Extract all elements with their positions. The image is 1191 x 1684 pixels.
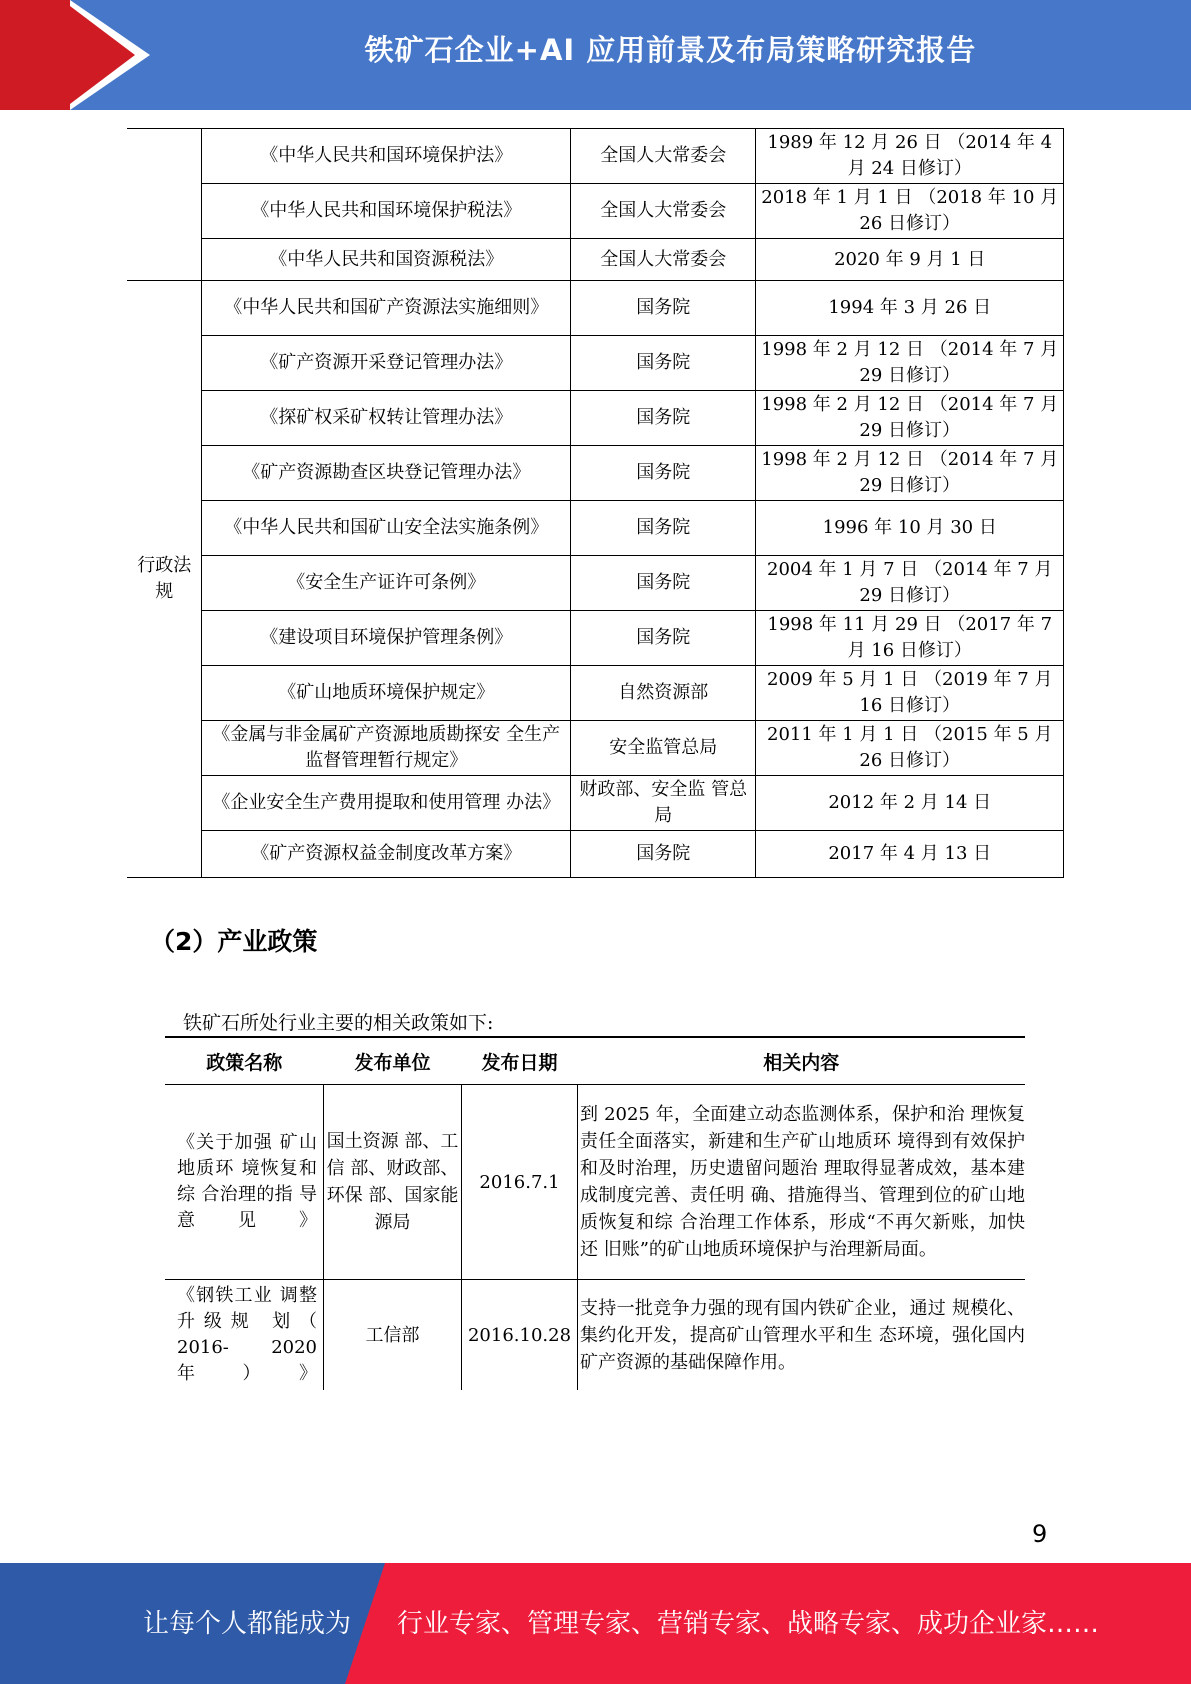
page-footer	[0, 1563, 1191, 1684]
section-heading: （2）产业政策	[150, 927, 318, 956]
column-header: 发布日期	[462, 1037, 578, 1085]
table-row	[127, 391, 1064, 446]
table-row	[165, 1280, 1025, 1391]
policy-table	[165, 1036, 1025, 1390]
table-row	[127, 336, 1064, 391]
law-org: 安全监管总局	[571, 721, 756, 776]
law-date: 2017 年 4 月 13 日	[756, 831, 1064, 878]
law-org: 国务院	[571, 611, 756, 666]
law-name: 《矿产资源权益金制度改革方案》	[202, 831, 571, 878]
law-name: 《中华人民共和国环境保护税法》	[202, 184, 571, 239]
law-name: 《企业安全生产费用提取和使用管理 办法》	[202, 776, 571, 831]
footer-slogan-left: 让每个人都能成为	[143, 1609, 352, 1639]
law-date: 1998 年 2 月 12 日 （2014 年 7 月 29 日修订）	[756, 336, 1064, 391]
law-name: 《中华人民共和国矿产资源法实施细则》	[202, 281, 571, 336]
law-date: 2004 年 1 月 7 日 （2014 年 7 月 29 日修订）	[756, 556, 1064, 611]
table-row	[127, 446, 1064, 501]
header-accent	[0, 0, 70, 110]
policy-content: 支持一批竞争力强的现有国内铁矿企业，通过 规模化、集约化开发，提高矿山管理水平和生 态环境，强化国内矿产资源的基础保障作用。	[578, 1280, 1026, 1391]
report-title: 铁矿石企业+AI 应用前景及布局策略研究报告	[364, 33, 977, 67]
law-org: 国务院	[571, 391, 756, 446]
law-org: 国务院	[571, 556, 756, 611]
policy-date: 2016.10.28	[462, 1280, 578, 1391]
law-name: 《安全生产证许可条例》	[202, 556, 571, 611]
law-org: 国务院	[571, 281, 756, 336]
law-date: 2018 年 1 月 1 日 （2018 年 10 月 26 日修订）	[756, 184, 1064, 239]
law-name: 《矿山地质环境保护规定》	[202, 666, 571, 721]
law-org: 国务院	[571, 446, 756, 501]
law-org: 国务院	[571, 501, 756, 556]
law-org: 国务院	[571, 336, 756, 391]
table-row	[127, 501, 1064, 556]
table-row	[127, 666, 1064, 721]
column-header: 政策名称	[165, 1037, 324, 1085]
law-name: 《中华人民共和国矿山安全法实施条例》	[202, 501, 571, 556]
law-org: 全国人大常委会	[571, 239, 756, 281]
law-org: 财政部、安全监 管总局	[571, 776, 756, 831]
table-row	[165, 1085, 1025, 1280]
law-date: 2011 年 1 月 1 日 （2015 年 5 月 26 日修订）	[756, 721, 1064, 776]
law-date: 2012 年 2 月 14 日	[756, 776, 1064, 831]
law-table	[127, 128, 1064, 878]
footer-slogan-right: 行业专家、管理专家、营销专家、战略专家、成功企业家……	[397, 1609, 1100, 1639]
table-row	[127, 239, 1064, 281]
category-cell-empty	[127, 129, 202, 281]
table-row	[127, 611, 1064, 666]
law-org: 自然资源部	[571, 666, 756, 721]
table-row	[127, 556, 1064, 611]
table-row	[127, 776, 1064, 831]
law-date: 1998 年 2 月 12 日 （2014 年 7 月 29 日修订）	[756, 391, 1064, 446]
table-row	[127, 281, 1064, 336]
table-row	[127, 184, 1064, 239]
policy-org: 工信部	[324, 1280, 462, 1391]
intro-text: 铁矿石所处行业主要的相关政策如下:	[183, 1012, 494, 1034]
table-row	[127, 129, 1064, 184]
policy-org: 国土资源 部、工信 部、财政部、环保 部、国家能 源局	[324, 1085, 462, 1280]
column-header: 相关内容	[578, 1037, 1026, 1085]
table-row	[127, 721, 1064, 776]
page-header	[0, 0, 1191, 110]
category-cell: 行政法规	[127, 281, 202, 878]
law-date: 1994 年 3 月 26 日	[756, 281, 1064, 336]
page-number: 9	[1032, 1520, 1048, 1548]
law-date: 2009 年 5 月 1 日 （2019 年 7 月 16 日修订）	[756, 666, 1064, 721]
law-date: 1998 年 11 月 29 日 （2017 年 7 月 16 日修订）	[756, 611, 1064, 666]
column-header: 发布单位	[324, 1037, 462, 1085]
law-date: 1989 年 12 月 26 日 （2014 年 4 月 24 日修订）	[756, 129, 1064, 184]
law-name: 《探矿权采矿权转让管理办法》	[202, 391, 571, 446]
law-org: 全国人大常委会	[571, 184, 756, 239]
law-org: 国务院	[571, 831, 756, 878]
law-name: 《中华人民共和国资源税法》	[202, 239, 571, 281]
law-name: 《中华人民共和国环境保护法》	[202, 129, 571, 184]
law-date: 1996 年 10 月 30 日	[756, 501, 1064, 556]
law-name: 《建设项目环境保护管理条例》	[202, 611, 571, 666]
law-name: 《金属与非金属矿产资源地质勘探安 全生产监督管理暂行规定》	[202, 721, 571, 776]
policy-name: 《关于加强 矿山地质环 境恢复和综 合治理的指 导意见》	[165, 1085, 324, 1280]
law-date: 2020 年 9 月 1 日	[756, 239, 1064, 281]
law-date: 1998 年 2 月 12 日 （2014 年 7 月 29 日修订）	[756, 446, 1064, 501]
header-chevron	[62, 0, 135, 110]
policy-date: 2016.7.1	[462, 1085, 578, 1280]
table-header-row	[165, 1037, 1025, 1085]
policy-name: 《钢铁工业 调整升级规 划（ 2016- 2020 年）》	[165, 1280, 324, 1391]
policy-content: 到 2025 年，全面建立动态监测体系，保护和治 理恢复责任全面落实，新建和生产矿山地质环 境得到有效保护和及时治理，历史遗留问题治 理取得显著成效，基本建成制度完善、责任明 确、措施得当、管理到位的矿山地质恢复和综 合治理工作体系，形成“不再欠新账，加快还 旧账”的矿山地质环境保护与治理新局面。	[578, 1085, 1026, 1280]
table-row	[127, 831, 1064, 878]
law-name: 《矿产资源开采登记管理办法》	[202, 336, 571, 391]
law-org: 全国人大常委会	[571, 129, 756, 184]
law-name: 《矿产资源勘查区块登记管理办法》	[202, 446, 571, 501]
